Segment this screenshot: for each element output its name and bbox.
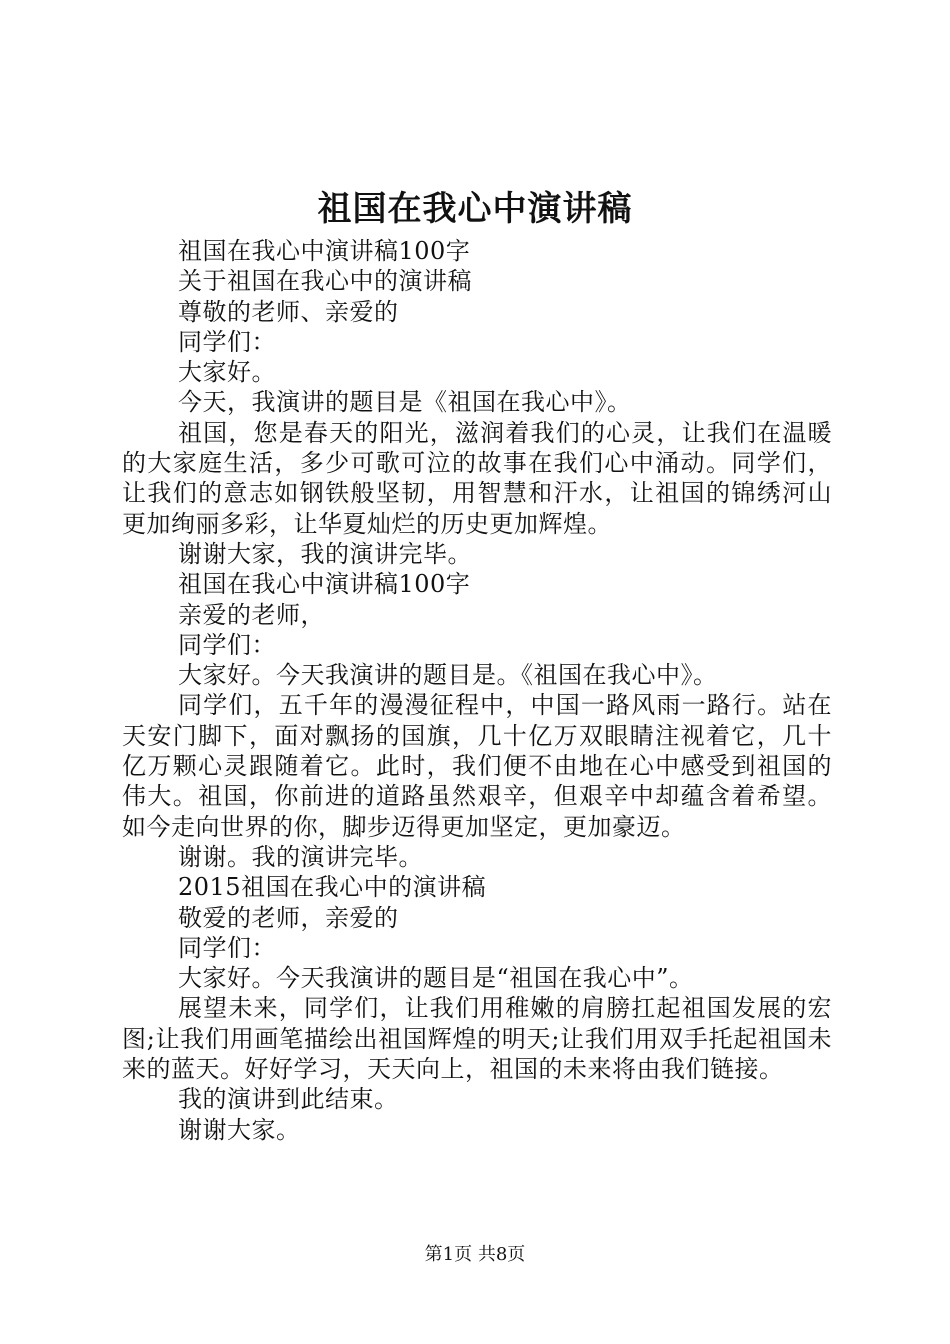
paragraph: 谢谢大家，我的演讲完毕。 xyxy=(178,539,472,568)
paragraph: 祖国在我心中演讲稿100字 xyxy=(178,570,471,599)
paragraph: 同学们，五千年的漫漫征程中，中国一路风雨一路行。站在天安门脚下，面对飘扬的国旗，几十亿万双眼睛注视着它，几十亿万颗心灵跟随着它。此时，我们便不由地在心中感受到祖国的伟大。祖国，你前进的道路虽然艰辛，但艰辛中却蕴含着希望。如今走向世界的你，脚步迈得更加坚定，更加豪迈。 xyxy=(122,691,832,841)
paragraph: 展望未来，同学们，让我们用稚嫩的肩膀扛起祖国发展的宏图;让我们用画笔描绘出祖国辉煌的明天;让我们用双手托起祖国未来的蓝天。好好学习，天天向上，祖国的未来将由我们链接。 xyxy=(122,994,832,1084)
paragraph: 祖国，您是春天的阳光，滋润着我们的心灵，让我们在温暖的大家庭生活，多少可歌可泣的故事在我们心中涌动。同学们，让我们的意志如钢铁般坚韧，用智慧和汗水，让祖国的锦绣河山更加绚丽多彩，让华夏灿烂的历史更加辉煌。 xyxy=(122,418,832,538)
paragraph: 敬爱的老师，亲爱的 xyxy=(178,903,399,932)
paragraph: 关于祖国在我心中的演讲稿 xyxy=(178,267,472,296)
paragraph: 大家好。今天我演讲的题目是“祖国在我心中”。 xyxy=(178,964,694,993)
paragraph: 亲爱的老师， xyxy=(178,600,325,629)
paragraph: 祖国在我心中演讲稿100字 xyxy=(178,237,471,265)
paragraph: 谢谢。我的演讲完毕。 xyxy=(178,842,423,871)
paragraph: 谢谢大家。 xyxy=(178,1115,301,1144)
page-number-footer: 第1页 共8页 xyxy=(424,1244,526,1265)
paragraph: 大家好。 xyxy=(178,358,276,387)
document-body xyxy=(122,236,832,1145)
paragraph: 我的演讲到此结束。 xyxy=(178,1085,399,1114)
paragraph: 同学们： xyxy=(178,630,276,659)
paragraph: 同学们： xyxy=(178,327,276,356)
paragraph: 同学们： xyxy=(178,933,276,962)
paragraph: 2015祖国在我心中的演讲稿 xyxy=(178,873,487,902)
document-title: 祖国在我心中演讲稿 xyxy=(317,189,633,229)
paragraph: 尊敬的老师、亲爱的 xyxy=(178,297,399,326)
paragraph: 今天，我演讲的题目是《祖国在我心中》。 xyxy=(178,388,632,417)
paragraph: 大家好。今天我演讲的题目是。《祖国在我心中》。 xyxy=(178,661,718,690)
